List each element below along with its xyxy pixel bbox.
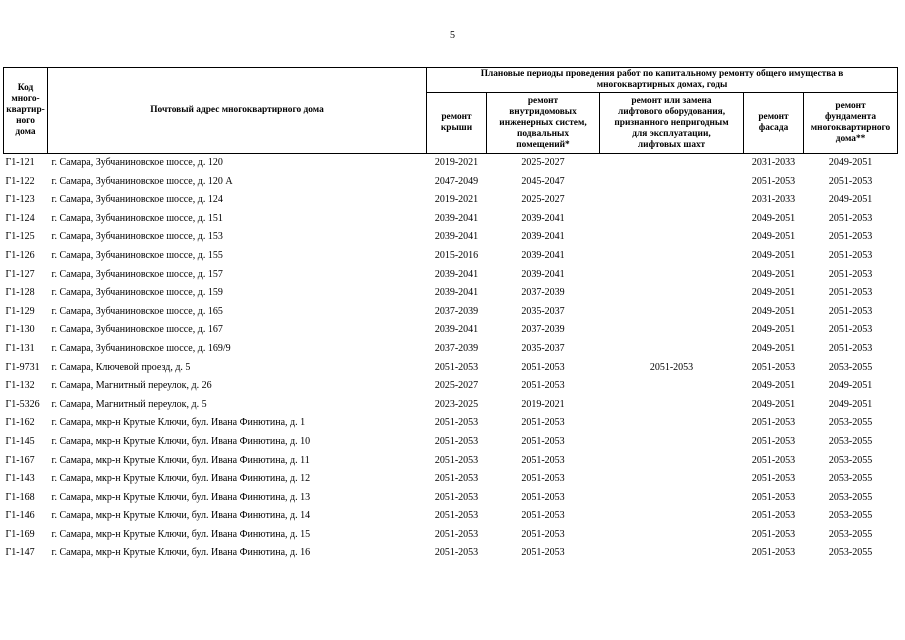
cell-facade: 2051-2053	[751, 510, 796, 522]
cell-address: г. Самара, мкр-н Крутые Ключи, бул. Ивана Финютина, д. 12	[51, 473, 311, 485]
cell-foundation: 2051-2053	[828, 287, 873, 299]
cell-address: г. Самара, Ключевой проезд, д. 5	[51, 361, 191, 373]
cell-code: Г1-131	[5, 342, 35, 354]
header-facade	[744, 93, 804, 154]
header-line: для эксплуатации,	[632, 128, 711, 139]
cell-utilities: 2019-2021	[521, 398, 565, 410]
cell-utilities: 2035-2037	[521, 342, 565, 354]
cell-roof: 2023-2025	[434, 398, 479, 410]
cell-foundation: 2049-2051	[828, 380, 873, 392]
cell-roof: 2051-2053	[434, 528, 479, 540]
cell-address: г. Самара, Зубчаниновское шоссе, д. 167	[51, 324, 223, 336]
header-line: подвальных	[516, 128, 570, 139]
cell-foundation: 2049-2051	[828, 194, 873, 206]
cell-foundation: 2053-2055	[828, 417, 873, 429]
cell-roof: 2037-2039	[434, 305, 479, 317]
cell-address: г. Самара, Зубчаниновское шоссе, д. 151	[51, 212, 223, 224]
table-row	[4, 452, 898, 471]
cell-elevator	[600, 377, 744, 396]
cell-facade: 2049-2051	[751, 380, 796, 392]
cell-roof: 2037-2039	[434, 342, 479, 354]
header-line: ремонт или замена	[631, 95, 712, 106]
cell-foundation: 2051-2053	[828, 231, 873, 243]
header-code	[4, 68, 48, 154]
cell-facade: 2051-2053	[751, 547, 796, 559]
table-row	[4, 173, 898, 192]
cell-foundation: 2053-2055	[828, 547, 873, 559]
table-row	[4, 359, 898, 378]
header-line: ремонт	[835, 101, 866, 111]
cell-utilities: 2037-2039	[521, 324, 565, 336]
header-line: дома**	[835, 134, 866, 144]
cell-foundation: 2051-2053	[828, 212, 873, 224]
cell-code: Г1-167	[5, 454, 35, 466]
cell-elevator	[600, 452, 744, 471]
cell-address: г. Самара, Зубчаниновское шоссе, д. 124	[51, 194, 223, 206]
table-row	[4, 321, 898, 340]
cell-utilities: 2035-2037	[521, 305, 565, 317]
cell-utilities: 2051-2053	[521, 417, 565, 429]
cell-elevator	[600, 489, 744, 508]
header-line: фасада	[758, 123, 789, 133]
header-line: многоквартирного	[810, 123, 891, 133]
cell-code: Г1-147	[5, 547, 35, 559]
cell-code: Г1-128	[5, 287, 35, 299]
table-row	[4, 191, 898, 210]
header-line: лифтового оборудования,	[617, 106, 726, 117]
cell-facade: 2049-2051	[751, 231, 796, 243]
cell-roof: 2051-2053	[434, 454, 479, 466]
cell-code: Г1-125	[5, 231, 35, 243]
cell-code: Г1-127	[5, 268, 35, 280]
table-row	[4, 228, 898, 247]
cell-roof: 2051-2053	[434, 510, 479, 522]
cell-code: Г1-9731	[5, 361, 40, 373]
cell-elevator	[600, 526, 744, 545]
cell-utilities: 2025-2027	[521, 194, 565, 206]
cell-facade: 2049-2051	[751, 342, 796, 354]
cell-code: Г1-122	[5, 175, 35, 187]
cell-elevator	[600, 266, 744, 285]
cell-utilities: 2051-2053	[521, 361, 565, 373]
cell-roof: 2039-2041	[434, 287, 479, 299]
page-number: 5	[450, 30, 455, 41]
cell-facade: 2049-2051	[751, 305, 796, 317]
cell-utilities: 2025-2027	[521, 157, 565, 168]
cell-facade: 2049-2051	[751, 324, 796, 336]
cell-utilities: 2039-2041	[521, 268, 565, 280]
table-row	[4, 210, 898, 229]
header-line: крыши	[440, 123, 473, 133]
cell-code: Г1-162	[5, 417, 35, 429]
table-row	[4, 414, 898, 433]
cell-address: г. Самара, мкр-н Крутые Ключи, бул. Ивана Финютина, д. 1	[51, 417, 306, 429]
cell-foundation: 2053-2055	[828, 491, 873, 503]
cell-foundation: 2051-2053	[828, 268, 873, 280]
cell-facade: 2051-2053	[751, 417, 796, 429]
cell-code: Г1-132	[5, 380, 35, 392]
header-line: помещений*	[516, 139, 570, 150]
cell-roof: 2051-2053	[434, 361, 479, 373]
cell-code: Г1-124	[5, 212, 35, 224]
table-row	[4, 340, 898, 359]
cell-foundation: 2053-2055	[828, 473, 873, 485]
table-row	[4, 489, 898, 508]
cell-roof: 2039-2041	[434, 231, 479, 243]
cell-roof: 2019-2021	[434, 157, 479, 168]
cell-foundation: 2051-2053	[828, 342, 873, 354]
cell-facade: 2049-2051	[751, 398, 796, 410]
table-row	[4, 154, 898, 173]
cell-utilities: 2039-2041	[521, 212, 565, 224]
cell-address: г. Самара, Зубчаниновское шоссе, д. 155	[51, 249, 223, 261]
cell-address: г. Самара, Зубчаниновское шоссе, д. 169/9	[51, 342, 231, 354]
cell-foundation: 2053-2055	[828, 528, 873, 540]
cell-elevator	[600, 228, 744, 247]
cell-roof: 2051-2053	[434, 435, 479, 447]
cell-utilities: 2051-2053	[521, 435, 565, 447]
cell-foundation: 2053-2055	[828, 510, 873, 522]
cell-elevator	[600, 340, 744, 359]
header-line: дома	[15, 127, 36, 137]
table-row	[4, 303, 898, 322]
table-row	[4, 377, 898, 396]
table-row	[4, 526, 898, 545]
header-roof	[427, 93, 487, 154]
cell-address: г. Самара, Магнитный переулок, д. 26	[51, 380, 212, 392]
cell-code: Г1-123	[5, 194, 35, 206]
cell-foundation: 2049-2051	[828, 398, 873, 410]
header-line: ремонт	[758, 112, 789, 122]
cell-elevator	[600, 191, 744, 210]
cell-address: г. Самара, мкр-н Крутые Ключи, бул. Ивана Финютина, д. 11	[51, 454, 310, 466]
cell-roof: 2051-2053	[434, 417, 479, 429]
cell-address: г. Самара, Зубчаниновское шоссе, д. 165	[51, 305, 223, 317]
cell-elevator	[600, 247, 744, 266]
cell-utilities: 2051-2053	[521, 547, 565, 559]
cell-facade: 2049-2051	[751, 287, 796, 299]
cell-elevator	[600, 433, 744, 452]
cell-elevator	[600, 507, 744, 526]
table-row	[4, 284, 898, 303]
cell-address: г. Самара, мкр-н Крутые Ключи, бул. Ивана Финютина, д. 15	[51, 528, 311, 540]
cell-code: Г1-121	[5, 157, 35, 168]
cell-address: г. Самара, Зубчаниновское шоссе, д. 153	[51, 231, 223, 243]
cell-foundation: 2051-2053	[828, 175, 873, 187]
cell-address: г. Самара, мкр-н Крутые Ключи, бул. Ивана Финютина, д. 16	[51, 547, 311, 559]
cell-foundation: 2049-2051	[828, 157, 873, 168]
cell-code: Г1-5326	[5, 398, 40, 410]
header-foundation	[804, 93, 898, 154]
table-header	[4, 68, 898, 154]
cell-facade: 2051-2053	[751, 361, 796, 373]
cell-roof: 2019-2021	[434, 194, 479, 206]
table-body	[4, 154, 898, 564]
cell-foundation: 2053-2055	[828, 435, 873, 447]
cell-utilities: 2039-2041	[521, 249, 565, 261]
cell-utilities: 2051-2053	[521, 528, 565, 540]
header-line: ремонт	[441, 112, 472, 122]
cell-facade: 2051-2053	[751, 491, 796, 503]
cell-code: Г1-168	[5, 491, 35, 503]
cell-utilities: 2051-2053	[521, 491, 565, 503]
header-line: признанного непригодным	[614, 117, 729, 128]
cell-address: г. Самара, Зубчаниновское шоссе, д. 120 А	[51, 175, 233, 187]
cell-facade: 2031-2033	[751, 157, 796, 168]
cell-utilities: 2051-2053	[521, 510, 565, 522]
header-line: ремонт	[527, 95, 559, 106]
cell-address: г. Самара, мкр-н Крутые Ключи, бул. Ивана Финютина, д. 10	[51, 435, 311, 447]
cell-elevator	[600, 173, 744, 192]
cell-facade: 2051-2053	[751, 454, 796, 466]
cell-facade: 2049-2051	[751, 249, 796, 261]
cell-address: г. Самара, Зубчаниновское шоссе, д. 159	[51, 287, 223, 299]
header-line: многоквартирных домах, годы	[596, 80, 728, 90]
cell-elevator: 2051-2053	[649, 361, 694, 373]
cell-utilities: 2051-2053	[521, 473, 565, 485]
cell-code: Г1-129	[5, 305, 35, 317]
cell-roof: 2039-2041	[434, 268, 479, 280]
table-row	[4, 433, 898, 452]
cell-utilities: 2039-2041	[521, 231, 565, 243]
cell-code: Г1-146	[5, 510, 35, 522]
cell-facade: 2051-2053	[751, 473, 796, 485]
table-row	[4, 396, 898, 415]
cell-foundation: 2051-2053	[828, 305, 873, 317]
cell-foundation: 2053-2055	[828, 361, 873, 373]
cell-roof: 2051-2053	[434, 473, 479, 485]
cell-facade: 2049-2051	[751, 212, 796, 224]
cell-roof: 2047-2049	[434, 175, 479, 187]
cell-elevator	[600, 303, 744, 322]
cell-elevator	[600, 154, 744, 173]
cell-code: Г1-145	[5, 435, 35, 447]
cell-roof: 2039-2041	[434, 324, 479, 336]
cell-elevator	[600, 470, 744, 489]
cell-address: г. Самара, Зубчаниновское шоссе, д. 157	[51, 268, 223, 280]
header-periods-group	[427, 68, 898, 93]
cell-utilities: 2051-2053	[521, 380, 565, 392]
cell-roof: 2051-2053	[434, 547, 479, 559]
cell-foundation: 2053-2055	[828, 454, 873, 466]
cell-code: Г1-169	[5, 528, 35, 540]
header-line: инженерных систем,	[499, 117, 587, 128]
table-row	[4, 247, 898, 266]
cell-roof: 2025-2027	[434, 380, 479, 392]
cell-address: г. Самара, Зубчаниновское шоссе, д. 120	[51, 157, 223, 168]
cell-code: Г1-130	[5, 324, 35, 336]
cell-elevator	[600, 544, 744, 563]
header-elevator	[600, 93, 744, 154]
cell-facade: 2031-2033	[751, 194, 796, 206]
cell-code: Г1-143	[5, 473, 35, 485]
header-utilities	[487, 93, 600, 154]
cell-address: г. Самара, мкр-н Крутые Ключи, бул. Ивана Финютина, д. 14	[51, 510, 311, 522]
cell-address: г. Самара, мкр-н Крутые Ключи, бул. Ивана Финютина, д. 13	[51, 491, 311, 503]
cell-elevator	[600, 210, 744, 229]
cell-facade: 2051-2053	[751, 175, 796, 187]
cell-address: г. Самара, Магнитный переулок, д. 5	[51, 398, 207, 410]
header-line: квартир-	[6, 105, 45, 115]
cell-facade: 2049-2051	[751, 268, 796, 280]
header-line: лифтовых шахт	[637, 139, 706, 150]
header-line: внутридомовых	[509, 106, 577, 117]
cell-facade: 2051-2053	[751, 528, 796, 540]
cell-elevator	[600, 284, 744, 303]
repair-schedule-table	[3, 67, 898, 563]
header-line: фундамента	[824, 112, 877, 122]
header-address: Почтовый адрес многоквартирного дома	[48, 68, 427, 154]
cell-utilities: 2045-2047	[521, 175, 565, 187]
header-line: много-	[11, 94, 40, 104]
cell-foundation: 2051-2053	[828, 249, 873, 261]
table-row	[4, 507, 898, 526]
cell-code: Г1-126	[5, 249, 35, 261]
table-row	[4, 544, 898, 563]
cell-elevator	[600, 396, 744, 415]
cell-elevator	[600, 321, 744, 340]
table-row	[4, 470, 898, 489]
cell-foundation: 2051-2053	[828, 324, 873, 336]
table-row	[4, 266, 898, 285]
cell-roof: 2039-2041	[434, 212, 479, 224]
cell-elevator	[600, 414, 744, 433]
header-line: ного	[16, 116, 35, 126]
cell-roof: 2051-2053	[434, 491, 479, 503]
cell-roof: 2015-2016	[434, 249, 479, 261]
cell-utilities: 2051-2053	[521, 454, 565, 466]
header-line: Плановые периоды проведения работ по капитальному ремонту общего имущества в	[480, 69, 844, 79]
header-line: Код	[17, 83, 34, 93]
cell-facade: 2051-2053	[751, 435, 796, 447]
cell-utilities: 2037-2039	[521, 287, 565, 299]
